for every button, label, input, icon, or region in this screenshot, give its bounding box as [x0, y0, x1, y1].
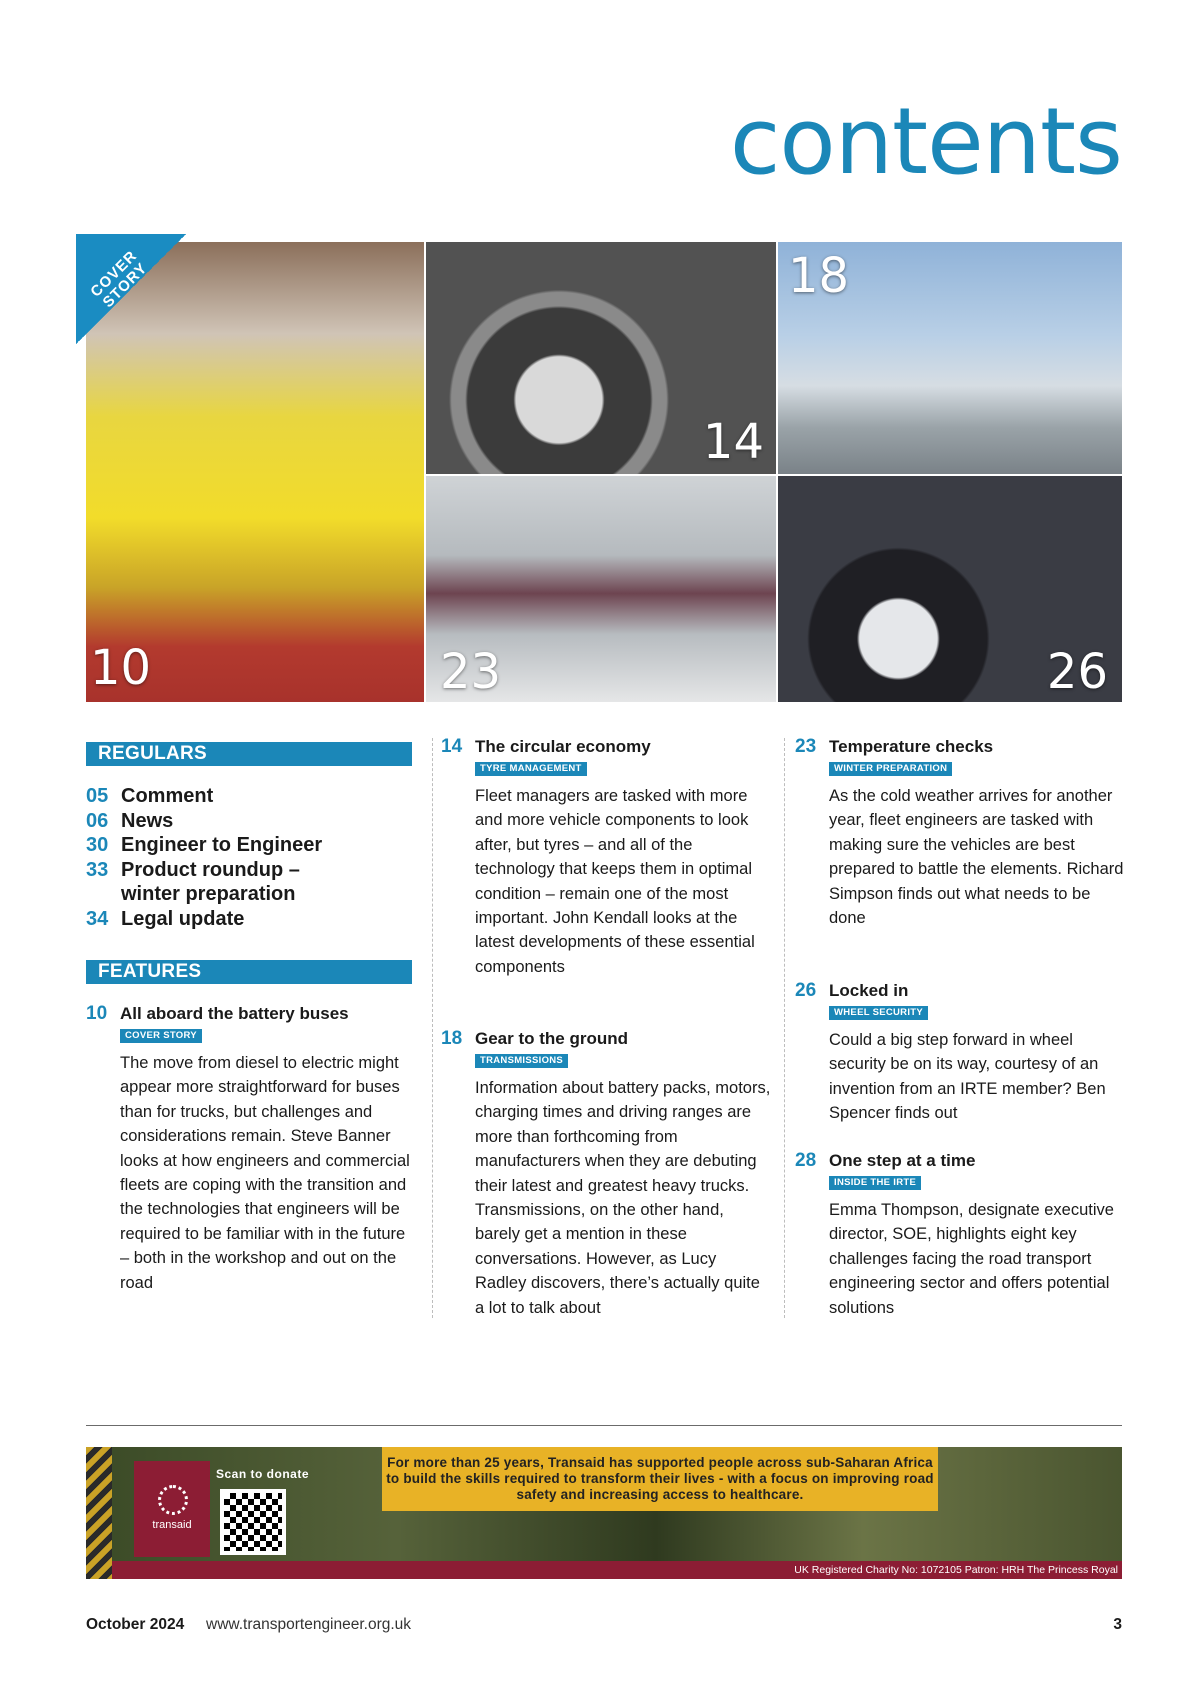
- article-body: Could a big step forward in wheel security be on its way, courtesy of an invention from an IRTE member? Ben Spencer finds out: [829, 1031, 1106, 1123]
- list-item[interactable]: 30 Engineer to Engineer: [86, 834, 323, 856]
- photo-winter-truck[interactable]: [426, 476, 776, 702]
- article-body: Emma Thompson, designate executive director, SOE, highlights eight key challenges facing the road transport engineering sector and offers potential solutions: [829, 1201, 1114, 1317]
- article-title: Gear to the ground: [475, 1029, 628, 1048]
- article-title: One step at a time: [829, 1151, 976, 1170]
- feature-article[interactable]: 18 Gear to the ground TRANSMISSIONS Information about battery packs, motors, charging times and driving ranges are more than forthcoming from manufacturers when they are debuting their latest and greatest heavy trucks. Transmissions, on the other hand, barely get a mention in these conversations. However, as Lucy Radley discovers, there’s actually quite a lot to talk about: [441, 1028, 771, 1320]
- article-tag: COVER STORY: [120, 1029, 202, 1043]
- photo-tyre[interactable]: [426, 242, 776, 474]
- list-item[interactable]: 06 News: [86, 809, 174, 832]
- feature-article[interactable]: 14 The circular economy TYRE MANAGEMENT Fleet managers are tasked with more and more vehicle components to look after, but tyres – and all of the technology that keeps them in optimal condition – remain one of the most important. John Kendall looks at the latest developments of these essential components: [441, 736, 771, 979]
- photo-page-number: 18: [788, 248, 850, 304]
- list-item[interactable]: 05 Comment: [86, 785, 214, 807]
- feature-article[interactable]: 26 Locked in WHEEL SECURITY Could a big step forward in wheel security be on its way, courtesy of an invention from an IRTE member? Ben Spencer finds out: [795, 980, 1125, 1126]
- list-item[interactable]: 34 Legal update: [86, 907, 245, 930]
- article-tag: INSIDE THE IRTE: [829, 1176, 921, 1190]
- photo-page-number: 14: [702, 414, 764, 470]
- column-divider: [432, 738, 433, 1318]
- regulars-list: [86, 784, 416, 931]
- photo-page-number: 26: [1046, 644, 1108, 700]
- article-tag: TYRE MANAGEMENT: [475, 762, 587, 776]
- feature-article[interactable]: 10 All aboard the battery buses COVER STORY The move from diesel to electric might appear more straightforward for buses than for trucks, but challenges and considerations remain. Steve Banner looks at how engineers and commercial fleets are coping with the transition and the technologies that engineers will be required to be familiar with in the future – both in the workshop and out on the road: [86, 1003, 416, 1295]
- article-tag: TRANSMISSIONS: [475, 1054, 568, 1068]
- cover-story-badge: COVER STORY: [76, 234, 186, 344]
- article-body: Fleet managers are tasked with more and more vehicle components to look after, but tyres – and all of the technology that keeps them in optimal condition – remain one of the most important. John Kendall looks at the latest developments of these essential components: [475, 787, 755, 976]
- article-tag: WINTER PREPARATION: [829, 762, 952, 776]
- article-title: Temperature checks: [829, 737, 994, 756]
- photo-page-number: 10: [90, 640, 152, 696]
- article-title: The circular economy: [475, 737, 651, 756]
- photo-trucks[interactable]: [778, 242, 1122, 474]
- divider-rule: [86, 1425, 1122, 1426]
- photo-wheel-lock[interactable]: [778, 476, 1122, 702]
- logo-ring-icon: [158, 1485, 188, 1515]
- advert-message: For more than 25 years, Transaid has supported people across sub-Saharan Africa to build the skills required to transform their lives - with a focus on improving road safety and increasing access to healthcare.: [382, 1447, 938, 1511]
- website-link[interactable]: www.transportengineer.org.uk: [206, 1616, 412, 1633]
- article-body: Information about battery packs, motors, charging times and driving ranges are more than forthcoming from manufacturers when they are debuting their latest and greatest heavy trucks. Transmissions, on the other hand, barely get a mention in these conversations. However, as Lucy Radley discovers, there’s actually quite a lot to talk about: [475, 1079, 771, 1317]
- list-item[interactable]: 33 Product roundup – winter preparation: [86, 858, 300, 905]
- article-body: As the cold weather arrives for another year, fleet engineers are tasked with making sure the vehicles are best prepared to battle the elements. Richard Simpson finds out what needs to be done: [829, 787, 1124, 928]
- transaid-logo: transaid: [134, 1461, 210, 1557]
- column-divider: [784, 738, 785, 1318]
- issue-date: October 2024: [86, 1616, 185, 1633]
- tyre-tread-graphic: [86, 1447, 112, 1579]
- photo-page-number: 23: [440, 644, 502, 700]
- page-title: contents: [729, 88, 1122, 195]
- page-number: 3: [1113, 1616, 1122, 1633]
- article-title: Locked in: [829, 981, 909, 1000]
- transaid-advert[interactable]: [86, 1447, 1122, 1579]
- article-title: All aboard the battery buses: [120, 1004, 349, 1023]
- article-tag: WHEEL SECURITY: [829, 1006, 928, 1020]
- feature-article[interactable]: 23 Temperature checks WINTER PREPARATION As the cold weather arrives for another year, fleet engineers are tasked with making sure the vehicles are best prepared to battle the elements. Richard Simpson finds out what needs to be done: [795, 736, 1125, 930]
- feature-article[interactable]: 28 One step at a time INSIDE THE IRTE Emma Thompson, designate executive director, SOE, highlights eight key challenges facing the road transport engineering sector and offers potential solutions: [795, 1150, 1125, 1320]
- charity-info: UK Registered Charity No: 1072105 Patron: HRH The Princess Royal: [112, 1561, 1122, 1579]
- regulars-heading: REGULARS: [86, 742, 412, 766]
- scan-label: Scan to donate: [216, 1467, 310, 1481]
- article-body: The move from diesel to electric might appear more straightforward for buses than for trucks, but challenges and considerations remain. Steve Banner looks at how engineers and commercial fleets are coping with the transition and the technologies that engineers will be required to be familiar with in the future – both in the workshop and out on the road: [120, 1054, 410, 1292]
- qr-code-icon[interactable]: [220, 1489, 286, 1555]
- features-heading: FEATURES: [86, 960, 412, 984]
